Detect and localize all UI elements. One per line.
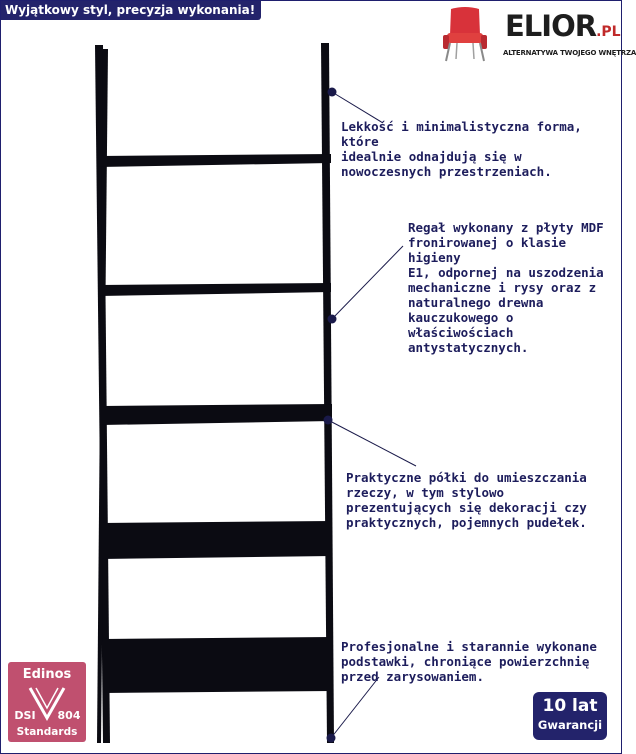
- edinos-title: Edinos: [22, 667, 72, 682]
- callout-line: E1, odpornej na uszodzenia: [408, 265, 604, 280]
- headline: Wyjątkowy styl, precyzja wykonania!: [1, 1, 261, 20]
- callout-line: Regał wykonany z płyty MDF: [408, 220, 604, 235]
- callout-line: Lekkość i minimalistyczna forma, które: [341, 119, 582, 149]
- callout-line: przed zarysowaniem.: [341, 669, 484, 684]
- callout-line: nowoczesnych przestrzeniach.: [341, 164, 552, 179]
- callout-line: właściwościach: [408, 325, 514, 340]
- brand-name: ELIOR.PL: [505, 9, 621, 43]
- callout-line: podstawki, chroniące powierzchnię: [341, 654, 590, 669]
- callout-lightness: [341, 119, 616, 179]
- callout-line: antystatycznych.: [408, 340, 529, 355]
- brand-tagline: ALTERNATYWA TWOJEGO WNĘTRZA: [503, 49, 636, 57]
- warranty-years: 10 lat: [542, 696, 598, 716]
- callout-line: fronirowanej o klasie higieny: [408, 235, 567, 265]
- callout-line: idealnie odnajdują się w: [341, 149, 522, 164]
- callout-line: prezentujących się dekoracji czy: [346, 500, 587, 515]
- dsi-label: DSI: [14, 709, 36, 722]
- edinos-subtitle: Standards: [16, 726, 78, 738]
- warranty-label: Gwarancji: [537, 718, 603, 732]
- standard-code: 804: [57, 709, 81, 722]
- callout-line: praktycznych, pojemnych pudełek.: [346, 515, 587, 530]
- callout-line: mechaniczne i rysy oraz z: [408, 280, 597, 295]
- check-emblem-icon: [8, 684, 86, 724]
- callout-material: [408, 220, 618, 355]
- callout-line: naturalnego drewna: [408, 295, 544, 310]
- edinos-standards-badge: [8, 662, 86, 742]
- callout-line: rzeczy, w tym stylowo: [346, 485, 505, 500]
- callout-line: kauczukowego o: [408, 310, 514, 325]
- warranty-badge: [533, 692, 607, 740]
- callout-shelves: [346, 470, 618, 530]
- callout-line: Praktyczne półki do umieszczania: [346, 470, 587, 485]
- callout-feet: [341, 639, 618, 684]
- callout-line: Profesjonalne i starannie wykonane: [341, 639, 597, 654]
